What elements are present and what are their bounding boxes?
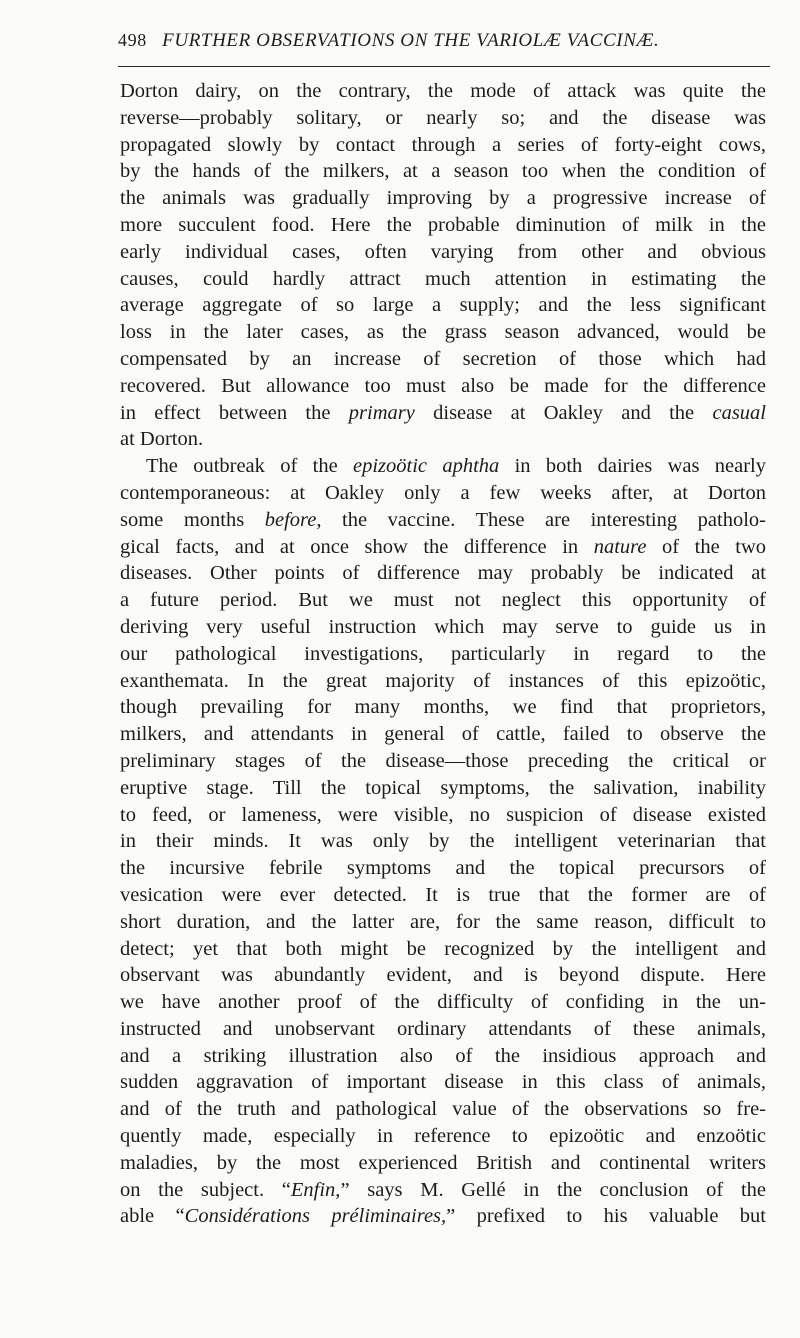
text-run: gical facts, and at once show the difference in [120, 535, 594, 558]
italic-text: before, [264, 508, 322, 531]
text-run: in effect between the [120, 401, 349, 424]
text-run: of the two [646, 535, 766, 558]
text-line: and a striking illustration also of the insidious approach and [120, 1044, 766, 1067]
text-line: and of the truth and pathological value of the observations so fre- [120, 1098, 766, 1121]
text-line: we have another proof of the difficulty of confiding in the un- [120, 991, 766, 1014]
text-line: maladies, by the most experienced British and continental writers [120, 1151, 766, 1174]
text-line: to feed, or lameness, were visible, no suspicion of disease existed [120, 803, 766, 826]
text-line [120, 1203, 766, 1230]
text-line: causes, could hardly attract much attention in estimating the [120, 267, 766, 290]
text-line: instructed and unobservant ordinary attendants of these animals, [120, 1017, 766, 1040]
italic-text: epizoötic aphtha [352, 455, 500, 478]
text-line: Dorton dairy, on the contrary, the mode of attack was quite the [120, 80, 766, 102]
text-run: ” says M. Gellé in the conclusion of the [340, 1178, 766, 1201]
text-run: the vaccine. These are interesting patholo- [321, 508, 766, 531]
text-line: milkers, and attendants in general of cattle, failed to observe the [120, 723, 766, 746]
text-line: propagated slowly by contact through a series of forty-eight cows, [120, 133, 766, 156]
text-line [120, 534, 766, 561]
text-line: quently made, especially in reference to epizoötic and enzoötic [120, 1125, 766, 1148]
text-run: on the subject. “ [120, 1178, 291, 1201]
text-line: at Dorton. [120, 428, 204, 451]
text-line [120, 507, 766, 534]
italic-text: Enfin, [290, 1178, 341, 1201]
text-run: disease at Oakley and the [414, 401, 713, 424]
text-line: deriving very useful instruction which may serve to guide us in [120, 615, 766, 638]
italic-text: Considérations préliminaires, [184, 1205, 447, 1228]
text-run: The outbreak of the [146, 455, 353, 478]
text-line: by the hands of the milkers, at a season too when the condition of [120, 160, 766, 183]
running-title: FURTHER OBSERVATIONS ON THE VARIOLÆ VACCINÆ. [162, 30, 660, 51]
text-line: contemporaneous: at Oakley only a few weeks after, at Dorton [120, 481, 766, 504]
text-line: in their minds. It was only by the intelligent veterinarian that [120, 830, 766, 853]
text-line: detect; yet that both might be recognized by the intelligent and [120, 937, 766, 960]
text-line: observant was abundantly evident, and is beyond dispute. Here [120, 964, 766, 987]
text-line: loss in the later cases, as the grass season advanced, would be [120, 321, 766, 344]
italic-text: primary [348, 401, 415, 424]
page-header [118, 30, 768, 64]
text-line: recovered. But allowance too must also be made for the difference [120, 374, 766, 397]
text-line: a future period. But we must not neglect this opportunity of [120, 589, 766, 612]
page-number: 498 [118, 30, 147, 50]
text-line: sudden aggravation of important disease in this class of animals, [120, 1071, 766, 1094]
text-line: preliminary stages of the disease—those preceding the critical or [120, 749, 766, 772]
text-run: some months [120, 508, 265, 531]
text-line [120, 400, 766, 427]
text-line: short duration, and the latter are, for the same reason, difficult to [120, 910, 766, 933]
italic-text: nature [593, 535, 647, 558]
text-line: early individual cases, often varying from other and obvious [120, 240, 766, 263]
text-run: in both dairies was nearly [499, 455, 766, 478]
header-rule [118, 66, 770, 67]
text-line: our pathological investigations, particularly in regard to the [120, 642, 766, 665]
text-line: the incursive febrile symptoms and the topical precursors of [120, 857, 766, 880]
text-line [120, 1177, 766, 1204]
italic-text: casual [712, 401, 766, 424]
body-text [120, 78, 766, 1230]
text-line: though prevailing for many months, we find that proprietors, [120, 696, 766, 719]
text-line: reverse—probably solitary, or nearly so; and the disease was [120, 106, 766, 129]
text-line [120, 453, 766, 480]
paragraph-2 [120, 453, 766, 1230]
text-run: able “ [120, 1205, 185, 1228]
text-line: eruptive stage. Till the topical symptoms, the salivation, inability [120, 776, 766, 799]
text-line: diseases. Other points of difference may probably be indicated at [120, 562, 766, 585]
text-line: exanthemata. In the great majority of instances of this epizoötic, [120, 669, 766, 692]
paragraph-1 [120, 78, 766, 453]
text-line: the animals was gradually improving by a progressive increase of [120, 187, 766, 210]
text-line: vesication were ever detected. It is true that the former are of [120, 883, 766, 906]
text-line: compensated by an increase of secretion of those which had [120, 347, 766, 370]
text-run: ” prefixed to his valuable but [446, 1205, 766, 1228]
text-line: average aggregate of so large a supply; and the less significant [120, 294, 766, 317]
text-line: more succulent food. Here the probable diminution of milk in the [120, 213, 766, 236]
